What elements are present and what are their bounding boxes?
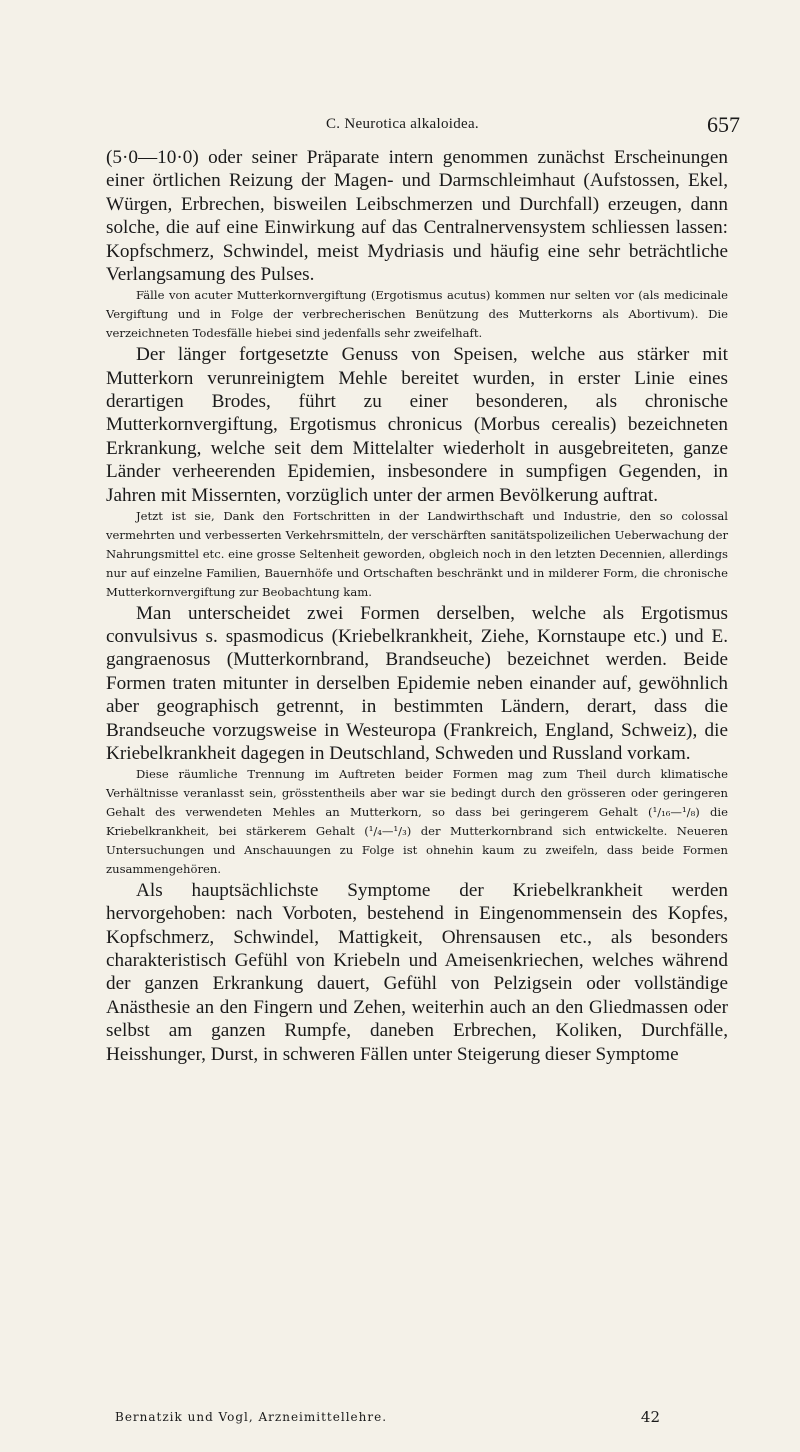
page-body: [106, 146, 728, 1066]
publisher-line: Bernatzik und Vogl, Arzneimittellehre.: [115, 1410, 388, 1424]
note-1: Fälle von acuter Mutterkornvergiftung (Ergotismus acutus) kommen nur selten vor (als medicinale Vergiftung und in Folge der verbrecherischen Benützung des Mutterkorns als Abortivum). Die verzeichneten Todesfälle hiebei sind jedenfalls sehr zweifelhaft.: [106, 288, 728, 341]
section-title: C. Neurotica alkaloidea.: [326, 116, 479, 132]
note-2: Jetzt ist sie, Dank den Fortschritten in der Landwirthschaft und Industrie, den so colossal vermehrten und verbesserten Verkehrsmitteln, der verschärften sanitätspolizeilichen Ueberwachung der Nahrungsmittel etc. eine grosse Seltenheit geworden, obgleich noch in den letzten Decennien, allerdings nur auf einzelne Familien, Bauernhöfe und Ortschaften beschränkt und in milderer Form, die chronische Mutterkornvergiftung zur Beobachtung kam.: [106, 509, 728, 599]
paragraph-2: Der länger fortgesetzte Genuss von Speisen, welche aus stärker mit Mutterkorn verunreinigtem Mehle bereitet wurden, in erster Linie eines derartigen Brodes, führt zu einer besonderen, als chronische Mutterkornvergiftung, Ergotismus chronicus (Morbus cerealis) bezeichneten Erkrankung, welche seit dem Mittelalter wiederholt in ausgebreiteten, ganze Länder verheerenden Epidemien, insbesondere in sumpfigen Gegenden, in Jahren mit Missernten, vorzüglich unter der armen Bevölkerung auftrat.: [106, 344, 728, 506]
paragraph-1: (5·0—10·0) oder seiner Präparate intern genommen zunächst Erscheinungen einer örtlichen Reizung der Magen- und Darmschleimhaut (Aufstossen, Ekel, Würgen, Erbrechen, bisweilen Leibschmerzen und Durchfall) erzeugen, dann solche, die auf eine Einwirkung auf das Centralnervensystem schliessen lassen: Kopfschmerz, Schwindel, meist Mydriasis und häufig eine sehr beträchtliche Verlangsamung des Pulses.: [106, 147, 728, 286]
running-header: [106, 96, 740, 137]
paragraph-3: Man unterscheidet zwei Formen derselben, welche als Ergotismus convulsivus s. spasmodicus (Kriebelkrankheit, Ziehe, Kornstaupe etc.) und E. gangraenosus (Mutterkornbrand, Brandseuche) bezeichnet werden. Beide Formen traten mitunter in derselben Epidemie neben einander auf, gewöhnlich aber geographisch getrennt, in bestimmten Ländern, derart, dass die Brandseuche vorzugsweise in Westeuropa (Frankreich, England, Schweiz), die Kriebelkrankheit dagegen in Deutschland, Schweden und Russland vorkam.: [106, 602, 728, 764]
page-footer: [115, 1410, 660, 1424]
note-3: Diese räumliche Trennung im Auftreten beider Formen mag zum Theil durch klimatische Verhältnisse veranlasst sein, grösstentheils aber war sie bedingt durch den grösseren oder geringeren Gehalt des verwendeten Mehles an Mutterkorn, so dass bei geringerem Gehalt (¹/₁₆—¹/₈) die Kriebelkrankheit, bei stärkerem Gehalt (¹/₄—¹/₃) der Mutterkornbrand sich entwickelte. Neueren Untersuchungen und Anschauungen zu Folge ist ohnehin kaum zu zweifeln, dass beide Formen zusammengehören.: [106, 767, 728, 876]
page-number: 657: [707, 112, 740, 137]
sheet-number: 42: [640, 1408, 660, 1426]
paragraph-4: Als hauptsächlichste Symptome der Kriebelkrankheit werden hervorgehoben: nach Vorboten, bestehend in Eingenommensein des Kopfes, Kopfschmerz, Schwindel, Mattigkeit, Ohrensausen etc., als besonders charakteristisch Gefühl von Kriebeln und Ameisenkriechen, welches während der ganzen Erkrankung dauert, Gefühl von Pelzigsein oder vollständige Anästhesie an den Fingern und Zehen, weiterhin auch an den Gliedmassen oder selbst am ganzen Rumpfe, daneben Erbrechen, Koliken, Durchfälle, Heisshunger, Durst, in schweren Fällen unter Steigerung dieser Symptome: [106, 879, 728, 1065]
